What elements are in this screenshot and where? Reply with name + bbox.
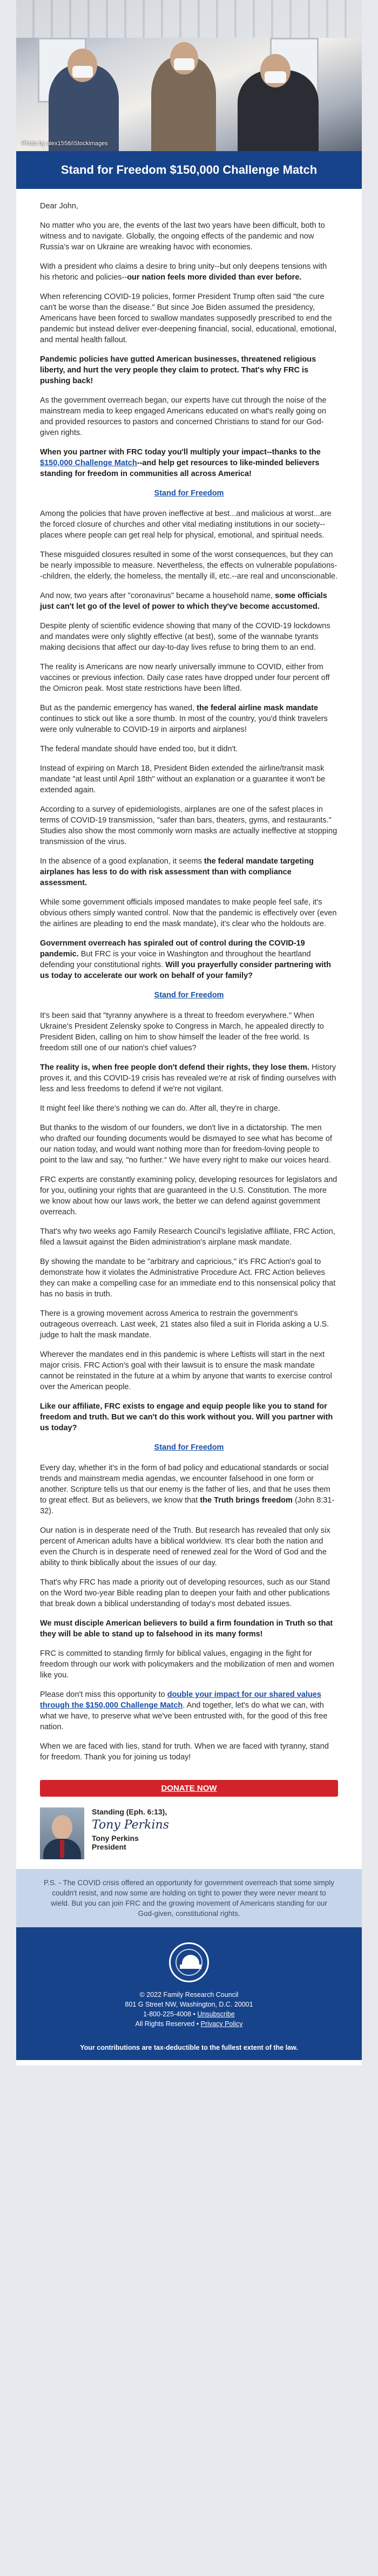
bold-text: the federal mandate targeting airplanes has less to do with risk assessment than with compliance assessment.: [40, 857, 314, 887]
signer-title: President: [92, 1843, 126, 1851]
signature-block: [16, 1807, 362, 1869]
paragraph: [40, 447, 338, 479]
bold-text: Pandemic policies have gutted American businesses, threatened religious liberty, and hurt the very people they claim to protect. That's why FRC is pushing back!: [40, 355, 316, 385]
email-body: [16, 0, 362, 2065]
text: continues to stick out like a sore thumb. In most of the country, you'd think travelers were only vulnerable to COVID-19 in airports and airplanes!: [40, 715, 328, 734]
paragraph: Despite plenty of scientific evidence showing that many of the COVID-19 lockdowns and mandates were only slightly effective (at best), some of the wannabe tyrants making decisions that affect our day-to-day lives refuse to bring them to an end.: [40, 622, 330, 652]
text: (John 8:31-32).: [40, 1496, 335, 1515]
bold-text: The reality is, when free people don't defend their rights, they lose them.: [40, 1063, 309, 1072]
hero-ceiling: [16, 0, 362, 38]
footer-rights: All Rights Reserved: [135, 2020, 195, 2028]
closing-line: Standing (Eph. 6:13),: [92, 1807, 167, 1816]
bullet-separator: •: [196, 2020, 201, 2028]
paragraph: By showing the mandate to be "arbitrary and capricious," it's FRC Action's goal to demonstrate how it violates the Administrative Procedure Act. FRC Action believes they can make a compelling case for an immediate end to this nonsensical policy that has no basis in truth.: [40, 1258, 336, 1299]
double-impact-link[interactable]: double your impact for our shared values through the $150,000 Challenge Match: [40, 1690, 321, 1710]
cta-container: [40, 1442, 338, 1453]
paragraph: That's why FRC has made a priority out of developing resources, such as our Stand on the Word two-year Bible reading plan to deepen your faith and other publications that break down a biblical understanding of today's most debated issues.: [40, 1578, 330, 1608]
bottom-spacer: [16, 2060, 362, 2065]
text: Every day, whether it's in the form of bad policy and educational standards or social trends and mainstream media agendas, we encounter falsehood in one form or another. Scripture tells us that our enemy is the father of lies, and that he uses them to great effect. But as believers, we know that: [40, 1464, 330, 1505]
paragraph: The federal mandate should have ended too, but it didn't.: [40, 745, 238, 753]
bold-text: some officials just can't let go of the level of power to which they've become accustomed.: [40, 592, 327, 611]
postscript: [16, 1869, 362, 1927]
bold-text: We must disciple American believers to build a firm foundation in Truth so that they will be able to stand up to falsehood in its many forms!: [40, 1619, 333, 1639]
paragraph: As the government overreach began, our experts have cut through the noise of the mainstream media to keep engaged Americans educated on what's really going on and provided resources to pastors and concerned Christians to stand for our God-given rights.: [40, 396, 327, 437]
photo-tie: [60, 1840, 64, 1858]
paragraph: It's been said that "tyranny anywhere is a threat to freedom everywhere." When Ukraine's President Zelensky spoke to Congress in March, he appealed directly to President Biden, calling on him to show himself the leader of the free world. Is freedom still one of our nation's chief values?: [40, 1011, 324, 1052]
cta-container: [40, 990, 338, 1001]
paragraph: [40, 856, 338, 888]
stand-for-freedom-link[interactable]: Stand for Freedom: [154, 489, 224, 498]
paragraph: [40, 261, 338, 283]
footer-address: 801 G Street NW, Washington, D.C. 20001: [125, 2001, 253, 2008]
paragraph: Instead of expiring on March 18, President Biden extended the airline/transit mask mandate "at least until April 18th" without an explanation or a guarantee it won't be extended again.: [40, 764, 326, 794]
privacy-policy-link[interactable]: Privacy Policy: [200, 2020, 243, 2028]
unsubscribe-link[interactable]: Unsubscribe: [197, 2010, 235, 2018]
donate-now-button[interactable]: DONATE NOW: [40, 1780, 338, 1797]
paragraph: According to a survey of epidemiologists, airplanes are one of the safest places in terms of COVID-19 transmission, "safer than bars, theaters, gyms, and restaurants." Studies also show the most commonly worn masks are actually ineffective at stopping transmission of the virus.: [40, 805, 338, 846]
banner-title: Stand for Freedom $150,000 Challenge Match: [16, 151, 362, 189]
paragraph: When we are faced with lies, stand for truth. When we are faced with tyranny, stand for freedom. Thank you for joining us today!: [40, 1742, 329, 1762]
footer: [16, 1927, 362, 2060]
paragraph: The reality is Americans are now nearly universally immune to COVID, either from vaccines or previous infection. Daily case rates have dropped under four percent off the Omicron peak. Most state restrictions have been lifted.: [40, 663, 330, 693]
hero-image: [16, 0, 362, 151]
text: But FRC is your voice in Washington and throughout the heartland defending your constitutional rights.: [40, 950, 311, 969]
paragraph: When referencing COVID-19 policies, former President Trump often said "the cure can't be worse than the disease." But since Joe Biden assumed the presidency, Americans have been forced to swallow mandates supposedly prescribed to end the pandemic but instead deliver ever-deepening financial, social, educational, emotional, and mental health fallout.: [40, 293, 336, 344]
text: In the absence of a good explanation, it seems: [40, 857, 204, 866]
signature-text: [92, 1807, 169, 1851]
hero-mask: [174, 58, 194, 70]
frc-logo-icon: [169, 1942, 209, 1982]
paragraph: [40, 1618, 338, 1640]
footer-copyright: © 2022 Family Research Council: [139, 1991, 239, 1999]
bullet-separator: •: [193, 2010, 198, 2018]
paragraph: [40, 1401, 338, 1433]
paragraph: That's why two weeks ago Family Research Council's legislative affiliate, FRC Action, filed a lawsuit against the Biden administration's airplane mask mandate.: [40, 1227, 335, 1247]
paragraph: It might feel like there's nothing we can do. After all, they're in charge.: [40, 1104, 280, 1113]
hero-mask: [265, 71, 286, 83]
cta-container: [40, 488, 338, 499]
paragraph: No matter who you are, the events of the last two years have been difficult, both to witness and to navigate. Globally, the ongoing effects of the pandemic and now Russia's war on Ukraine are wreaking havoc with economies.: [40, 221, 325, 252]
paragraph: [40, 703, 338, 735]
president-photo: [40, 1807, 84, 1859]
challenge-match-link[interactable]: $150,000 Challenge Match: [40, 459, 137, 467]
text: . And together, let's do what we can, with what we have, to preserve what we've been entrusted with, for the good of this free nation.: [40, 1701, 328, 1731]
stand-for-freedom-link[interactable]: Stand for Freedom: [154, 991, 224, 1000]
photo-credit: Photo by alex1558/iStockimages: [22, 140, 108, 147]
footer-links-row: [22, 2009, 356, 2019]
text: With a president who claims a desire to bring unity--but only deepens tensions with his rhetoric and policies--: [40, 262, 327, 282]
photo-face: [52, 1815, 72, 1840]
paragraph: While some government officials imposed mandates to make people feel safe, it's obvious others simply wanted control. Now that the pandemic is effectively over (even the airlines are pleading to end the mask mandate), it's clear who the holdouts are.: [40, 898, 337, 928]
paragraph: [40, 590, 338, 612]
logo-base: [180, 1965, 201, 1969]
postscript-text: P.S. - The COVID crisis offered an opportunity for government overreach that some simply couldn't resist, and now some are holding on tight to power they were never meant to wield. But you can join FRC and the growing movement of Americans standing for our God-given, constitutional rights.: [44, 1879, 334, 1918]
text: And now, two years after "coronavirus" became a household name,: [40, 592, 275, 600]
hero-mask: [72, 66, 93, 78]
footer-phone: 1-800-225-4008: [143, 2010, 192, 2018]
bold-text: our nation feels more divided than ever before.: [127, 273, 302, 282]
paragraph: [40, 938, 338, 981]
paragraph: [40, 1463, 338, 1517]
paragraph: Among the policies that have proven ineffective at best...and malicious at worst...are the forced closure of churches and other vital mediating institutions in our society--places where people can get real help for physical, emotional, and spiritual needs.: [40, 509, 332, 540]
greeting: Dear John,: [40, 202, 78, 210]
bold-text: --and help get resources to like-minded believers standing for freedom in communities all across America!: [40, 459, 320, 478]
stand-for-freedom-link[interactable]: Stand for Freedom: [154, 1443, 224, 1452]
bold-text: Will you prayerfully consider partnering with us today to accelerate our work on behalf of your family?: [40, 961, 331, 980]
tax-note: Your contributions are tax-deductible to the fullest extent of the law.: [80, 2044, 298, 2051]
paragraph: Wherever the mandates end in this pandemic is where Leftists will start in the next major crisis. FRC Action's goal with their lawsuit is to ensure the mask mandate cannot be reinstated in the future at a whim by anyone that wants to exercise control over the American people.: [40, 1350, 332, 1391]
paragraph: There is a growing movement across America to restrain the government's outrageous overreach. Last week, 21 states also filed a suit in Florida asking a U.S. judge to halt the mask mandate.: [40, 1309, 329, 1340]
bold-text: Like our affiliate, FRC exists to engage and equip people like you to stand for freedom and truth. But we can't do this work without you. Will you partner with us today?: [40, 1402, 333, 1432]
letter-content: [16, 189, 362, 1777]
text: History proves it, and this COVID-19 crisis has revealed we're at risk of finding ourselves with less and less freedoms to defend if we're not vigilant.: [40, 1063, 336, 1093]
handwritten-signature: Tony Perkins: [92, 1818, 169, 1832]
bold-text: the federal airline mask mandate: [197, 704, 319, 712]
text: But as the pandemic emergency has waned,: [40, 704, 197, 712]
paragraph: FRC is committed to standing firmly for biblical values, engaging in the fight for freedom through our work with policymakers and the mobilization of men and women like you.: [40, 1649, 334, 1680]
text: Please don't miss this opportunity to: [40, 1690, 167, 1699]
bold-text: the Truth brings freedom: [200, 1496, 293, 1505]
bold-text: When you partner with FRC today you'll multiply your impact--thanks to the: [40, 448, 321, 457]
footer-links-row: [22, 2019, 356, 2029]
paragraph: But thanks to the wisdom of our founders, we don't live in a dictatorship. The men who drafted our founding documents would be dismayed to see what has become of our nation today, and would want nothing more than for freedom-loving people to point to the law and say, "no further." We have every right to make our voices heard.: [40, 1124, 332, 1165]
paragraph: Our nation is in desperate need of the Truth. But research has revealed that only six percent of American adults have a biblical worldview. It's clear both the nation and even the Church is in desperate need of renewed zeal for the Word of God and the ability to think biblically about the issues of our day.: [40, 1526, 330, 1567]
paragraph: [40, 354, 338, 386]
paragraph: FRC experts are constantly examining policy, developing resources for legislators and for you, outlining your rights that are guaranteed in the U.S. Constitution. The more we know about how our laws work, the better we can defend against government overreach.: [40, 1175, 338, 1216]
bold-text: Government overreach has spiraled out of control during the COVID-19 pandemic.: [40, 939, 305, 959]
paragraph: [40, 1062, 338, 1095]
signer-name: Tony Perkins: [92, 1834, 139, 1843]
paragraph: [40, 1689, 338, 1732]
paragraph: These misguided closures resulted in some of the worst consequences, but they can be nearly impossible to measure. Nevertheless, the effects on vulnerable populations--children, the elderly, the homeless, the mentally ill, etc.--are real and unconscionable.: [40, 550, 338, 581]
